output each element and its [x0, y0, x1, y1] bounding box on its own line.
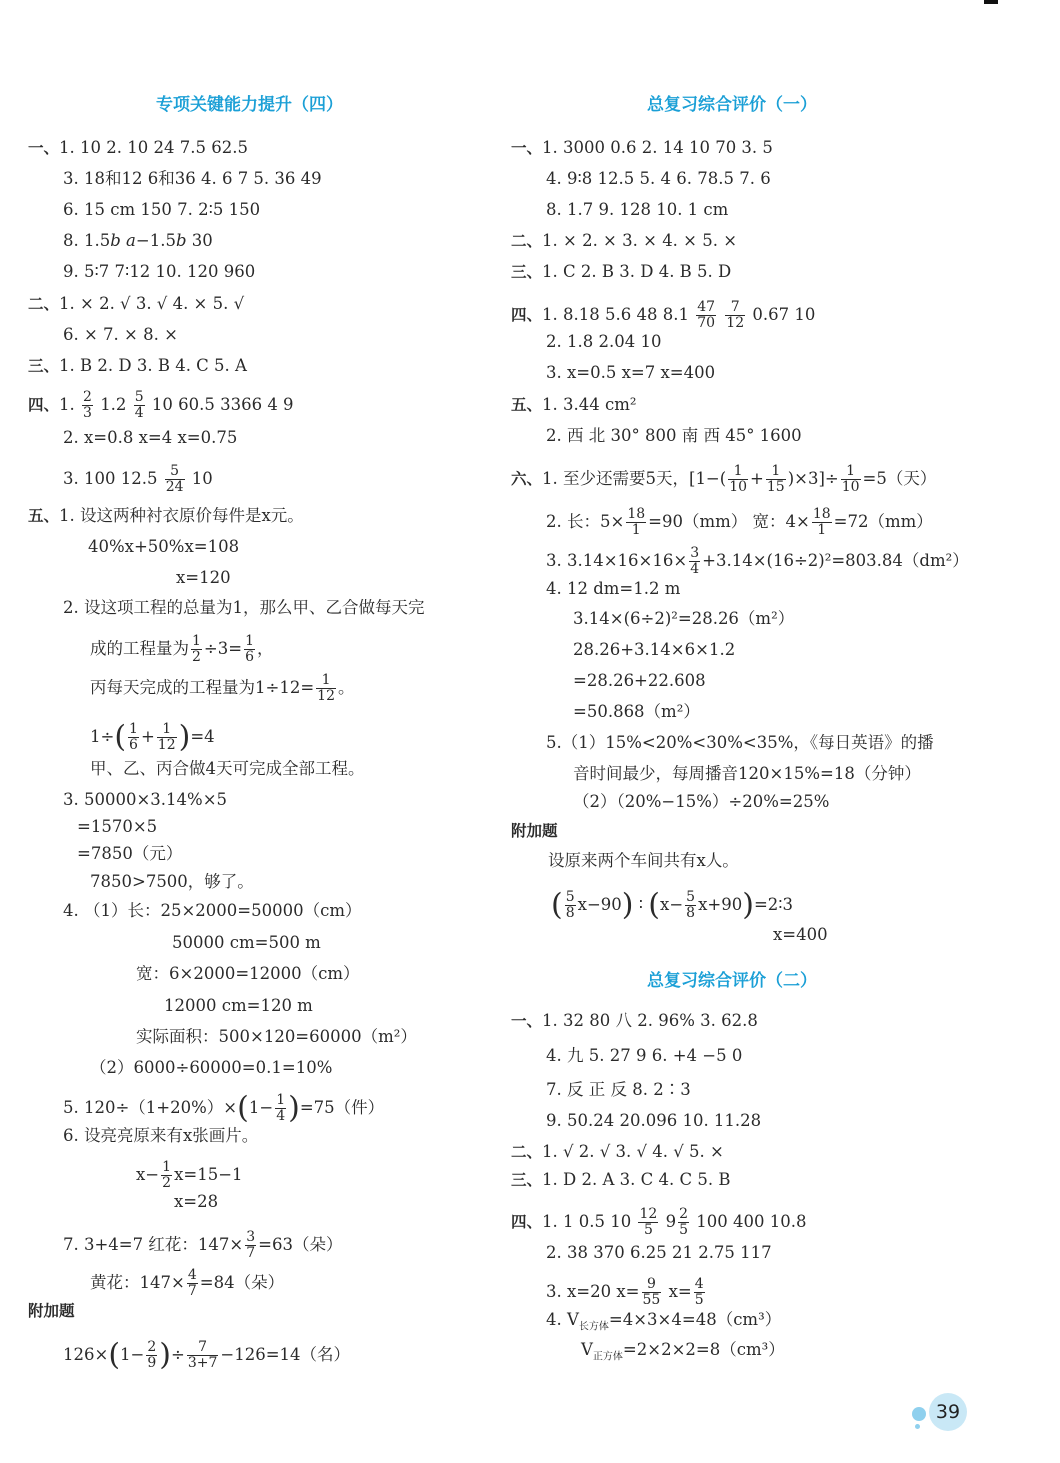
left-s1-line2: 3. 18和12 6和36 4. 6 7 5. 36 49 — [63, 169, 322, 188]
fraction: $\frac{12}{5}$ — [639, 1206, 658, 1238]
left-s5-p7a: 7. 3+4=7 红花：147× $\frac{3}{7}$ =63（朵） — [63, 1229, 343, 1261]
right-t2s1-line1: 一、1. 32 80 八 2. 96% 3. 62.8 — [511, 1011, 758, 1030]
right-t2s3-line1: 三、1. D 2. A 3. C 4. C 5. B — [511, 1170, 731, 1189]
fraction: $\frac{1}{15}$ — [766, 463, 785, 495]
left-s5-p3c: =7850（元） — [77, 844, 183, 863]
right-s6-line4a: 4. 12 dm=1.2 m — [546, 579, 681, 598]
right-t2s4-line4a: 4. $V_{长方体}=4\times 3\times 4=48(cm^3)$ — [546, 1310, 782, 1333]
right-s5-line1: 五、1. 3.44 cm² — [511, 395, 637, 414]
fraction: $\frac{4}{7}$ — [187, 1267, 197, 1299]
left-s5-p1-eq2: x=120 — [176, 568, 231, 587]
right-s6-line5a: 5.（1）15%<20%<30%<35%，《每日英语》的播 — [546, 733, 934, 752]
left-s5-p3a: 3. 50000×3.14%×5 — [63, 790, 228, 809]
right-s6-line5c: （2）（20%−15%）÷20%=25% — [573, 792, 830, 811]
left-s4-line3: 3. 100 12.5 $\frac{5}{24}$ 10 — [63, 463, 213, 495]
left-s5-p4a: 4. （1）长：25×2000=50000（cm） — [63, 901, 362, 920]
right-extra-line1: 设原来两个车间共有x人。 — [548, 851, 739, 870]
right-extra-heading: 附加题 — [511, 822, 558, 840]
decorative-dot — [912, 1407, 926, 1421]
right-t2s4-line1: 四、1. 1 0.5 10 $\frac{12}{5}$ 9 $\frac{2}{5}$ 100 400 10.8 — [511, 1206, 807, 1238]
decorative-dot — [915, 1424, 920, 1429]
left-s5-p4f: （2）6000÷60000=0.1=10% — [90, 1058, 333, 1077]
fraction: $\frac{1}{2}$ — [192, 633, 201, 665]
right-s6-line4e: =50.868（m²） — [573, 702, 700, 721]
right-section-title-1: 总复习综合评价（一） — [647, 95, 817, 115]
right-s3-line1: 三、1. C 2. B 3. D 4. B 5. D — [511, 262, 732, 281]
right-s6-line2: 2. 长：5× $\frac{18}{1}$ =90（mm） 宽：4× $\frac{18}{1}$ =72（mm） — [546, 506, 933, 538]
fraction: $\frac{18}{1}$ — [812, 506, 831, 538]
fraction: $\frac{3}{7}$ — [246, 1229, 256, 1261]
fraction: $\frac{4}{5}$ — [694, 1276, 704, 1308]
fraction: $\frac{1}{10}$ — [841, 463, 860, 495]
right-s6-line4d: =28.26+22.608 — [573, 671, 706, 690]
left-section-title: 专项关键能力提升（四） — [156, 95, 343, 115]
right-t2s2-line1: 二、1. √ 2. √ 3. √ 4. √ 5. × — [511, 1142, 724, 1161]
right-s5-line2: 2. 西 北 30° 800 南 西 45° 1600 — [546, 426, 802, 445]
right-s1-line2: 4. 9∶8 12.5 5. 4 6. 78.5 7. 6 — [546, 169, 771, 188]
right-s1-line3: 8. 1.7 9. 128 10. 1 cm — [546, 200, 729, 219]
fraction: $\frac{1}{10}$ — [729, 463, 748, 495]
right-s6-line1: 六、1. 至少还需要5天，[1−( $\frac{1}{10}$ + $\frac{1}{15}$ )×3]÷ $\frac{1}{10}$ =5（天） — [511, 463, 937, 495]
fraction: $\frac{5}{24}$ — [165, 463, 184, 495]
right-s4-line3: 3. x=0.5 x=7 x=400 — [546, 363, 716, 382]
corner-mark — [984, 0, 998, 4]
left-s5-p3d: 7850>7500，够了。 — [90, 872, 254, 891]
left-s5-p2d: 1÷( $\frac{1}{6}$ + $\frac{1}{12}$ )=4 — [90, 719, 215, 755]
left-s5-p4c: 宽：6×2000=12000（cm） — [136, 964, 360, 983]
right-s6-line5b: 音时间最少，每周播音120×15%=18（分钟） — [573, 764, 921, 783]
fraction: $\frac{1}{12}$ — [317, 672, 335, 704]
fraction: $\frac{9}{55}$ — [642, 1276, 661, 1308]
fraction: $\frac{18}{1}$ — [627, 506, 646, 538]
left-s5-p1-eq1: 40%x+50%x=108 — [88, 537, 240, 556]
left-s4-line2: 2. x=0.8 x=4 x=0.75 — [63, 428, 238, 447]
right-t2s1-line2: 4. 九 5. 27 9 6. +4 −5 0 — [546, 1046, 743, 1065]
right-t2s1-line3: 7. 反 正 反 8. 2∶3 — [546, 1080, 691, 1099]
right-extra-equation: ( $\frac{5}{8}$ x−90) ∶ (x− $\frac{5}{8}$ x+90)=2∶3 — [551, 887, 794, 923]
fraction: $\frac{2}{3}$ — [83, 389, 92, 421]
left-s5-p2b: 成的工程量为 $\frac{1}{2}$ ÷3= $\frac{1}{6}$ ， — [90, 633, 274, 665]
left-s1-line5: 9. 5∶7 7∶12 10. 120 960 — [63, 262, 256, 281]
fraction: $\frac{1}{6}$ — [245, 633, 254, 665]
right-s6-line4c: 28.26+3.14×6×1.2 — [573, 640, 736, 659]
right-s4-line1: 四、1. 8.18 5.6 48 8.1 $\frac{47}{70}$ $\frac{7}{12}$ 0.67 10 — [511, 299, 816, 331]
left-extra-equation: 126×(1− $\frac{2}{9}$ )÷ $\frac{7}{3+7}$ −126=14（名） — [63, 1337, 351, 1373]
left-s5-p1: 五、1. 设这两种衬衣原价每件是x元。 — [28, 506, 304, 525]
left-s1-line1: 一、1. 10 2. 10 24 7.5 62.5 — [28, 138, 248, 157]
left-s1-line4: 8. 1.5b a−1.5b 30 — [63, 231, 213, 250]
left-s3-line1: 三、1. B 2. D 3. B 4. C 5. A — [28, 356, 247, 375]
left-s2-line2: 6. × 7. × 8. × — [63, 325, 178, 344]
fraction: $\frac{1}{4}$ — [276, 1092, 286, 1124]
left-s5-p4d: 12000 cm=120 m — [164, 996, 313, 1015]
left-s5-p4b: 50000 cm=500 m — [172, 933, 321, 952]
left-s5-p7b: 黄花：147× $\frac{4}{7}$ =84（朵） — [90, 1267, 285, 1299]
fraction: $\frac{7}{3+7}$ — [187, 1339, 218, 1371]
left-s5-p6a: 6. 设亮亮原来有x张画片。 — [63, 1126, 259, 1145]
right-extra-result: x=400 — [773, 925, 828, 944]
right-s2-line1: 二、1. × 2. × 3. × 4. × 5. × — [511, 231, 738, 250]
left-s5-p2c: 丙每天完成的工程量为1÷12= $\frac{1}{12}$ 。 — [90, 672, 355, 704]
right-t2s4-line3: 3. x=20 x= $\frac{9}{55}$ x= $\frac{4}{5}$ — [546, 1276, 704, 1308]
fraction: $\frac{1}{12}$ — [157, 721, 176, 753]
right-s4-line2: 2. 1.8 2.04 10 — [546, 332, 662, 351]
left-s5-p5: 5. 120÷（1+20%）×(1− $\frac{1}{4}$ )=75（件） — [63, 1090, 385, 1126]
left-extra-heading: 附加题 — [28, 1302, 75, 1320]
left-s5-p2e: 甲、乙、丙合做4天可完成全部工程。 — [90, 759, 365, 778]
fraction: $\frac{1}{2}$ — [162, 1159, 172, 1191]
left-s1-line3: 6. 15 cm 150 7. 2∶5 150 — [63, 200, 261, 219]
fraction: $\frac{5}{8}$ — [565, 889, 575, 921]
right-t2s1-line4: 9. 50.24 20.096 10. 11.28 — [546, 1111, 762, 1130]
fraction: $\frac{47}{70}$ — [697, 299, 716, 331]
left-s5-p6c: x=28 — [174, 1192, 219, 1211]
left-s5-p6b: x− $\frac{1}{2}$ x=15−1 — [136, 1159, 243, 1191]
right-s1-line1: 一、1. 3000 0.6 2. 14 10 70 3. 5 — [511, 138, 773, 157]
left-s5-p3b: =1570×5 — [77, 817, 158, 836]
fraction: $\frac{1}{6}$ — [129, 721, 138, 753]
fraction: $\frac{2}{5}$ — [679, 1206, 688, 1238]
left-s4-line1: 四、1. $\frac{2}{3}$ 1.2 $\frac{5}{4}$ 10 60.5 3366 4 9 — [28, 389, 294, 421]
left-s5-p4e: 实际面积：500×120=60000（m²） — [136, 1027, 417, 1046]
fraction: $\frac{5}{8}$ — [686, 889, 696, 921]
right-s6-line3: 3. 3.14×16×16× $\frac{3}{4}$ +3.14×(16÷2)²=803.84（dm²） — [546, 545, 969, 577]
fraction: $\frac{3}{4}$ — [690, 545, 700, 577]
fraction: $\frac{5}{4}$ — [134, 389, 144, 421]
right-section-title-2: 总复习综合评价（二） — [647, 971, 817, 991]
left-s2-line1: 二、1. × 2. √ 3. √ 4. × 5. √ — [28, 294, 245, 313]
fraction: $\frac{2}{9}$ — [147, 1339, 157, 1371]
right-t2s4-line4b: $V_{正方体}=2\times 2\times 2=8(cm^3)$ — [581, 1340, 785, 1363]
right-s6-line4b: 3.14×(6÷2)²=28.26（m²） — [573, 609, 795, 628]
page-number: 39 — [929, 1393, 967, 1431]
fraction: $\frac{7}{12}$ — [726, 299, 745, 331]
right-t2s4-line2: 2. 38 370 6.25 21 2.75 117 — [546, 1243, 772, 1262]
left-s5-p2a: 2. 设这项工程的总量为1，那么甲、乙合做每天完 — [63, 598, 425, 617]
